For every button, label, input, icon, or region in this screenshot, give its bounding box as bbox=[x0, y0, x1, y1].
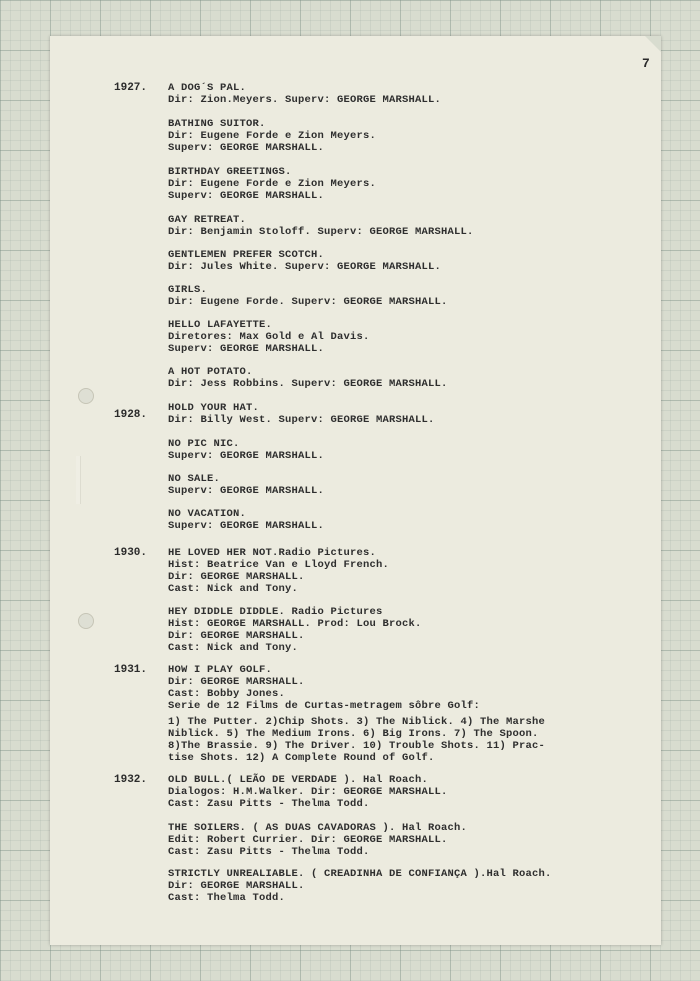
film-title: HELLO LAFAYETTE. bbox=[168, 319, 273, 331]
entry-year: 1930. bbox=[114, 547, 148, 559]
credit-line: Cast: Nick and Tony. bbox=[168, 642, 299, 654]
credit-line: Superv: GEORGE MARSHALL. bbox=[168, 142, 325, 154]
credit-line: Superv: GEORGE MARSHALL. bbox=[168, 485, 325, 497]
credit-line: Dir: Eugene Forde. Superv: GEORGE MARSHALL. bbox=[168, 296, 448, 308]
entry-year: 1931. bbox=[114, 664, 148, 676]
credit-line: Superv: GEORGE MARSHALL. bbox=[168, 520, 325, 532]
film-list-line: tise Shots. 12) A Complete Round of Golf. bbox=[168, 752, 435, 764]
credit-line: Cast: Thelma Todd. bbox=[168, 892, 286, 904]
film-title: BIRTHDAY GREETINGS. bbox=[168, 166, 292, 178]
credit-line: Dir: Jess Robbins. Superv: GEORGE MARSHALL. bbox=[168, 378, 448, 390]
credit-line: Dir: Jules White. Superv: GEORGE MARSHALL. bbox=[168, 261, 442, 273]
film-title: BATHING SUITOR. bbox=[168, 118, 266, 130]
credit-line: Edit: Robert Currier. Dir: GEORGE MARSHALL. bbox=[168, 834, 448, 846]
punch-hole-bottom bbox=[78, 613, 94, 629]
entry-year: 1928. bbox=[114, 409, 148, 421]
film-list-line: 8)The Brassie. 9) The Driver. 10) Trouble Shots. 11) Prac- bbox=[168, 740, 546, 752]
film-title: OLD BULL.( LEÃO DE VERDADE ). Hal Roach. bbox=[168, 774, 429, 786]
credit-line: Cast: Nick and Tony. bbox=[168, 583, 299, 595]
credit-line: Dir: Zion.Meyers. Superv: GEORGE MARSHALL. bbox=[168, 94, 442, 106]
credit-line: Superv: GEORGE MARSHALL. bbox=[168, 190, 325, 202]
credit-line: Cast: Zasu Pitts - Thelma Todd. bbox=[168, 846, 370, 858]
credit-line: Hist: GEORGE MARSHALL. Prod: Lou Brock. bbox=[168, 618, 422, 630]
film-list-line: Niblick. 5) The Medium Irons. 6) Big Irons. 7) The Spoon. bbox=[168, 728, 539, 740]
credit-line: Cast: Zasu Pitts - Thelma Todd. bbox=[168, 798, 370, 810]
credit-line: Cast: Bobby Jones. bbox=[168, 688, 286, 700]
credit-line: Dir: Eugene Forde e Zion Meyers. bbox=[168, 130, 377, 142]
credit-line: Dialogos: H.M.Walker. Dir: GEORGE MARSHALL. bbox=[168, 786, 448, 798]
credit-line: Dir: Eugene Forde e Zion Meyers. bbox=[168, 178, 377, 190]
entry-year: 1927. bbox=[114, 82, 148, 94]
film-title: STRICTLY UNREALIABLE. ( CREADINHA DE CONFIANÇA ).Hal Roach. bbox=[168, 868, 552, 880]
film-title: NO SALE. bbox=[168, 473, 221, 485]
credit-line: Superv: GEORGE MARSHALL. bbox=[168, 343, 325, 355]
film-title: A HOT POTATO. bbox=[168, 366, 253, 378]
credit-line: Dir: GEORGE MARSHALL. bbox=[168, 571, 305, 583]
film-title: NO PIC NIC. bbox=[168, 438, 240, 450]
film-title: HEY DIDDLE DIDDLE. Radio Pictures bbox=[168, 606, 383, 618]
credit-line: Dir: Billy West. Superv: GEORGE MARSHALL. bbox=[168, 414, 435, 426]
film-title: HOW I PLAY GOLF. bbox=[168, 664, 273, 676]
typed-page bbox=[50, 36, 661, 945]
credit-line: Dir: GEORGE MARSHALL. bbox=[168, 630, 305, 642]
page-number: 7 bbox=[642, 56, 650, 71]
page-crease bbox=[76, 456, 81, 504]
film-title: GIRLS. bbox=[168, 284, 208, 296]
credit-line: Serie de 12 Films de Curtas-metragem sôbre Golf: bbox=[168, 700, 481, 712]
credit-line: Diretores: Max Gold e Al Davis. bbox=[168, 331, 370, 343]
film-title: A DOG´S PAL. bbox=[168, 82, 247, 94]
credit-line: Dir: GEORGE MARSHALL. bbox=[168, 880, 305, 892]
film-title: GENTLEMEN PREFER SCOTCH. bbox=[168, 249, 325, 261]
film-title: NO VACATION. bbox=[168, 508, 247, 520]
punch-hole-top bbox=[78, 388, 94, 404]
credit-line: Dir: GEORGE MARSHALL. bbox=[168, 676, 305, 688]
film-list-line: 1) The Putter. 2)Chip Shots. 3) The Niblick. 4) The Marshe bbox=[168, 716, 546, 728]
film-title: HE LOVED HER NOT.Radio Pictures. bbox=[168, 547, 377, 559]
film-title: GAY RETREAT. bbox=[168, 214, 247, 226]
film-title: THE SOILERS. ( AS DUAS CAVADORAS ). Hal Roach. bbox=[168, 822, 468, 834]
entry-year: 1932. bbox=[114, 774, 148, 786]
credit-line: Superv: GEORGE MARSHALL. bbox=[168, 450, 325, 462]
credit-line: Dir: Benjamin Stoloff. Superv: GEORGE MARSHALL. bbox=[168, 226, 474, 238]
film-title: HOLD YOUR HAT. bbox=[168, 402, 260, 414]
credit-line: Hist: Beatrice Van e Lloyd French. bbox=[168, 559, 390, 571]
